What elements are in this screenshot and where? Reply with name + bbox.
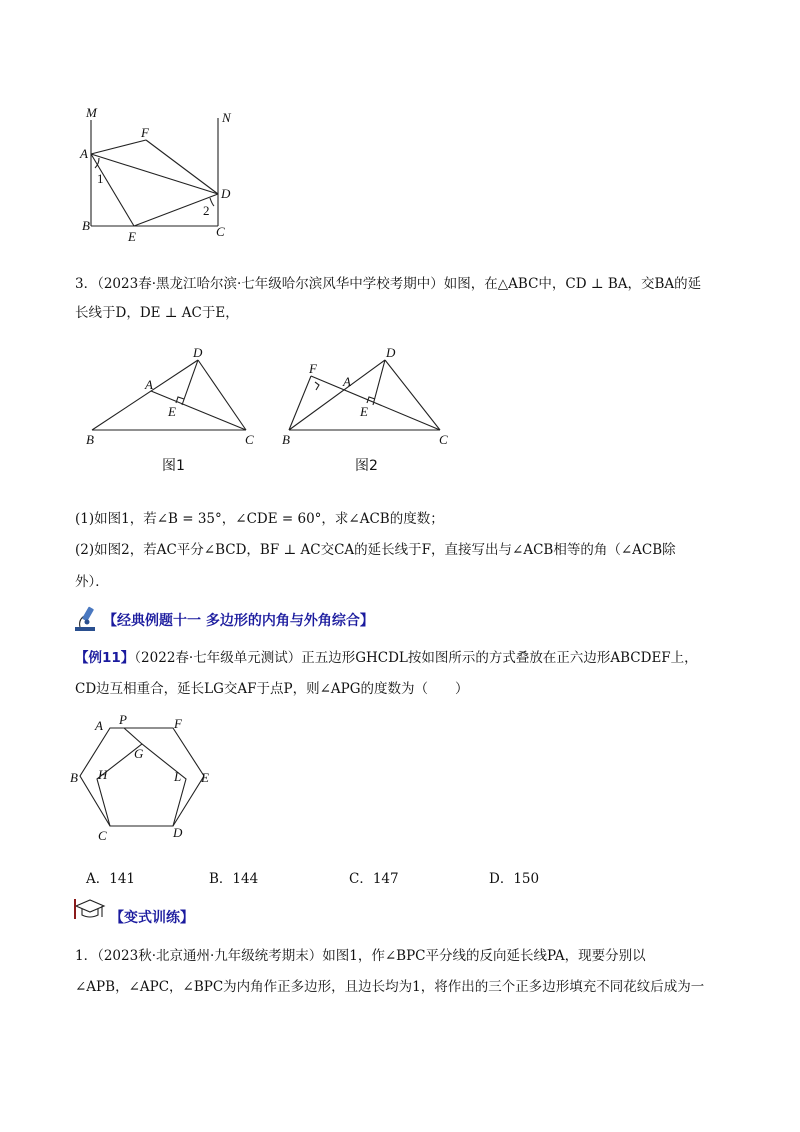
label-M: M: [86, 105, 97, 120]
fig1-caption: 图1: [162, 458, 185, 474]
label-1: 1: [97, 171, 104, 186]
option-c[interactable]: C．147: [349, 871, 399, 887]
fig2-label-F: F: [309, 361, 317, 376]
section-title: 【经典例题十一 多边形的内角与外角综合】: [103, 613, 374, 629]
option-a[interactable]: A．141: [86, 871, 136, 887]
fig2-label-E: E: [360, 404, 368, 419]
option-b[interactable]: B．144: [209, 871, 259, 887]
fig2-label-B: B: [282, 432, 290, 447]
label-C: C: [216, 224, 225, 239]
q3-line-2: 长线于D，DE ⊥ AC于E，: [75, 305, 239, 321]
fig2-label-D: D: [386, 345, 396, 360]
label-A: A: [80, 146, 88, 161]
fig1-label-B: B: [86, 432, 94, 447]
fig-label-F: F: [174, 716, 182, 731]
q1-line-2: ∠APB，∠APC，∠BPC为内角作正多边形，且边长均为1，将作出的三个正多边形填充不同花纹后成为一: [75, 979, 705, 995]
label-B: B: [82, 218, 90, 233]
label-F: F: [141, 125, 149, 140]
fig2-label-C: C: [439, 432, 448, 447]
example-11-text: （2022春·七年级单元测试）正五边形GHCDL按如图所示的方式叠放在正六边形ABCDEF上，: [134, 650, 698, 666]
fig-label-G: G: [134, 746, 144, 761]
label-2: 2: [203, 203, 210, 218]
q3-part-1: (1)如图1，若∠B = 35°，∠CDE = 60°，求∠ACB的度数；: [75, 511, 444, 527]
q3-part-2-line-1: (2)如图2，若AC平分∠BCD，BF ⊥ AC交CA的延长线于F，直接写出与∠ACB相等的角（∠ACB除: [75, 542, 676, 558]
fig1-label-A: A: [145, 377, 153, 392]
fig-label-A: A: [95, 718, 103, 733]
fig-label-L: L: [174, 769, 182, 784]
example-11-tag: 【例11】: [75, 650, 135, 666]
fig-label-E: E: [201, 770, 209, 785]
fig-label-P: P: [119, 712, 127, 727]
label-E: E: [128, 229, 136, 244]
fig2-label-A: A: [343, 374, 351, 389]
fig1-label-E: E: [168, 404, 176, 419]
q3-part-2-line-2: 外）．: [75, 574, 109, 590]
label-D: D: [221, 186, 231, 201]
fig-label-D: D: [173, 825, 183, 840]
fig-label-B: B: [70, 770, 78, 785]
variant-title: 【变式训练】: [110, 910, 194, 926]
fig-label-C: C: [98, 828, 107, 843]
fig1-label-D: D: [193, 345, 203, 360]
q1-line-1: 1．（2023秋·北京通州·九年级统考期末）如图1，作∠BPC平分线的反向延长线PA，现要分别以: [75, 948, 646, 964]
fig2-caption: 图2: [355, 458, 378, 474]
fig1-label-C: C: [245, 432, 254, 447]
option-d[interactable]: D．150: [489, 871, 540, 887]
q3-line-1: 3．（2023春·黑龙江哈尔滨·七年级哈尔滨风华中学校考期中）如图，在△ABC中，CD ⊥ BA，交BA的延: [75, 276, 702, 292]
fig-label-H: H: [98, 767, 108, 782]
graduation-cap-icon: [72, 897, 108, 923]
label-N: N: [222, 110, 231, 125]
example-11-line-2: CD边互相重合，延长LG交AF于点P，则∠APG的度数为（ ）: [75, 681, 469, 697]
